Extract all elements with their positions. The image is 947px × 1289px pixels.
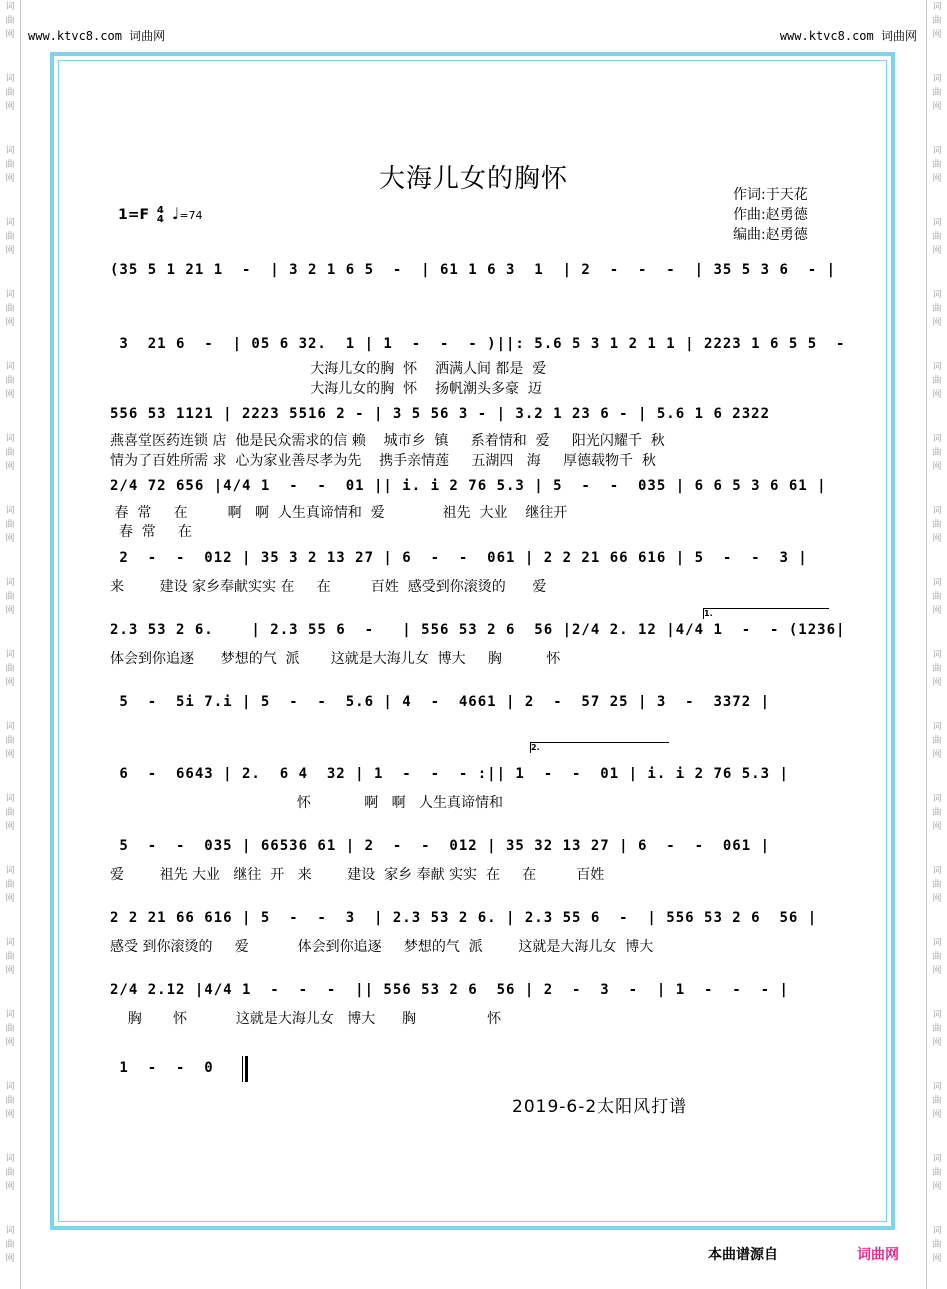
header-right-site: 词曲网 — [880, 29, 917, 43]
watermark-char: 词 — [5, 578, 15, 588]
lyric-row-3a: 燕喜堂医药连锁 店 他是民众需求的信 赖 城市乡 镇 系着情和 爱 阳光闪耀千 秋 — [110, 433, 665, 449]
watermark-char: 词 — [5, 650, 15, 660]
key-signature — [118, 204, 203, 224]
transcription-date: 2019-6-2太阳风打谱 — [512, 1097, 688, 1117]
watermark-char: 网 — [932, 966, 942, 976]
quarter-note-icon: ♩ — [171, 204, 180, 223]
watermark-char: 网 — [932, 822, 942, 832]
source-label: 本曲谱源自 — [708, 1247, 778, 1263]
watermark-char: 词 — [5, 434, 15, 444]
watermark-char: 网 — [5, 966, 15, 976]
time-signature — [157, 206, 164, 224]
watermark-char: 词 — [5, 362, 15, 372]
watermark-char: 曲 — [5, 232, 15, 242]
watermark-char: 词 — [5, 1082, 15, 1092]
watermark-char: 曲 — [5, 664, 15, 674]
watermark-char: 词 — [932, 2, 942, 12]
watermark-char: 曲 — [932, 448, 942, 458]
watermark-char: 网 — [932, 1254, 942, 1264]
watermark-char: 网 — [5, 1254, 15, 1264]
watermark-char: 网 — [5, 1038, 15, 1048]
header-right — [780, 27, 917, 44]
volta-bracket-2: 2. — [530, 742, 669, 753]
watermark-char: 曲 — [932, 16, 942, 26]
watermark-char: 网 — [5, 174, 15, 184]
watermark-char: 曲 — [5, 520, 15, 530]
watermark-char: 网 — [5, 390, 15, 400]
watermark-char: 词 — [932, 938, 942, 948]
time-top: 4 — [156, 205, 164, 216]
watermark-char: 曲 — [5, 376, 15, 386]
watermark-char: 曲 — [5, 160, 15, 170]
watermark-char: 网 — [5, 102, 15, 112]
watermark-char: 词 — [5, 506, 15, 516]
watermark-char: 网 — [5, 30, 15, 40]
watermark-char: 网 — [932, 894, 942, 904]
score-row-12: 1 - - 0 — [110, 1060, 214, 1076]
watermark-char: 网 — [5, 894, 15, 904]
watermark-char: 词 — [932, 74, 942, 84]
watermark-char: 词 — [5, 74, 15, 84]
watermark-char: 词 — [932, 1226, 942, 1236]
watermark-char: 词 — [932, 1154, 942, 1164]
watermark-char: 网 — [932, 390, 942, 400]
header-right-url[interactable]: www.ktvc8.com — [779, 29, 874, 43]
watermark-char: 网 — [5, 606, 15, 616]
watermark-char: 词 — [932, 1082, 942, 1092]
watermark-char: 词 — [5, 290, 15, 300]
watermark-char: 网 — [932, 246, 942, 256]
watermark-char: 曲 — [5, 880, 15, 890]
score-row-8: 6 - 6643 | 2. 6 4 32 | 1 - - - :|| 1 - - 01 | i. i 2 76 5.3 | — [110, 766, 789, 782]
watermark-char: 词 — [5, 938, 15, 948]
score-row-6: 2.3 53 2 6. | 2.3 55 6 - | 556 53 2 6 56 |2/4 2. 12 |4/4 1 - - (1236| — [110, 622, 846, 638]
watermark-char: 网 — [5, 1182, 15, 1192]
score-row-7: 5 - 5i 7.i | 5 - - 5.6 | 4 - 4661 | 2 - 57 25 | 3 - 3372 | — [110, 694, 771, 710]
watermark-char: 网 — [5, 534, 15, 544]
watermark-char: 网 — [932, 174, 942, 184]
watermark-char: 词 — [932, 506, 942, 516]
watermark-char: 曲 — [932, 304, 942, 314]
watermark-char: 曲 — [5, 736, 15, 746]
header-left-site: 词曲网 — [129, 29, 166, 43]
watermark-char: 词 — [5, 1154, 15, 1164]
watermark-char: 曲 — [932, 1024, 942, 1034]
watermark-char: 词 — [5, 1226, 15, 1236]
watermark-char: 曲 — [5, 1024, 15, 1034]
watermark-char: 词 — [932, 362, 942, 372]
score-row-3: 556 53 1121 | 2223 5516 2 - | 3 5 56 3 - | 3.2 1 23 6 - | 5.6 1 6 2322 — [110, 406, 771, 422]
watermark-char: 词 — [5, 1010, 15, 1020]
watermark-char: 词 — [932, 794, 942, 804]
watermark-char: 网 — [932, 534, 942, 544]
watermark-char: 词 — [932, 146, 942, 156]
lyric-row-4a: 春 常 在 啊 啊 人生真谛情和 爱 祖先 大业 继往开 — [110, 505, 568, 521]
watermark-char: 曲 — [932, 1240, 942, 1250]
watermark-char: 曲 — [932, 160, 942, 170]
watermark-char: 词 — [932, 578, 942, 588]
watermark-char: 曲 — [5, 448, 15, 458]
score-row-4: 2/4 72 656 |4/4 1 - - 01 || i. i 2 76 5.3 | 5 - - 035 | 6 6 5 3 6 61 | — [110, 478, 827, 494]
watermark-char: 网 — [932, 1110, 942, 1120]
watermark-char: 词 — [5, 722, 15, 732]
score-row-10: 2 2 21 66 616 | 5 - - 3 | 2.3 53 2 6. | 2.3 55 6 - | 556 53 2 6 56 | — [110, 910, 818, 926]
watermark-char: 网 — [5, 750, 15, 760]
watermark-char: 曲 — [932, 376, 942, 386]
final-barline — [242, 1056, 248, 1082]
watermark-char: 曲 — [5, 1096, 15, 1106]
lyric-row-2a: 大海儿女的胸 怀 洒满人间 都是 爱 — [110, 361, 547, 377]
watermark-char: 曲 — [932, 232, 942, 242]
watermark-char: 词 — [5, 2, 15, 12]
lyric-row-9: 爱 祖先 大业 继往 开 来 建设 家乡 奉献 实实 在 在 百姓 — [110, 867, 605, 883]
lyric-row-8: 怀 啊 啊 人生真谛情和 — [110, 795, 504, 811]
watermark-char: 网 — [932, 462, 942, 472]
arranger-credit: 编曲:赵勇德 — [733, 227, 808, 243]
score-row-11: 2/4 2.12 |4/4 1 - - - || 556 53 2 6 56 | 2 - 3 - | 1 - - - | — [110, 982, 789, 998]
watermark-char: 词 — [5, 866, 15, 876]
watermark-char: 网 — [932, 102, 942, 112]
header-left-url[interactable]: www.ktvc8.com — [28, 29, 122, 43]
watermark-char: 曲 — [932, 664, 942, 674]
watermark-char: 曲 — [932, 1168, 942, 1178]
watermark-char: 网 — [5, 462, 15, 472]
watermark-char: 网 — [5, 678, 15, 688]
score-row-5: 2 - - 012 | 35 3 2 13 27 | 6 - - 061 | 2 2 21 66 616 | 5 - - 3 | — [110, 550, 808, 566]
watermark-char: 曲 — [932, 808, 942, 818]
key-text: 1=F — [118, 207, 150, 223]
watermark-char: 网 — [932, 678, 942, 688]
watermark-char: 曲 — [5, 592, 15, 602]
watermark-char: 网 — [5, 822, 15, 832]
score-row-2: 3 21 6 - | 05 6 32. 1 | 1 - - - )||: 5.6 5 3 1 2 1 1 | 2223 1 6 5 5 - — [110, 336, 855, 352]
watermark-char: 词 — [932, 434, 942, 444]
watermark-char: 曲 — [932, 520, 942, 530]
watermark-char: 曲 — [5, 88, 15, 98]
watermark-char: 曲 — [5, 952, 15, 962]
watermark-char: 词 — [5, 794, 15, 804]
watermark-char: 网 — [932, 1182, 942, 1192]
score-row-1: (35 5 1 21 1 - | 3 2 1 6 5 - | 61 1 6 3 1 | 2 - - - | 35 5 3 6 - | — [110, 262, 837, 278]
watermark-char: 曲 — [932, 1096, 942, 1106]
watermark-char: 网 — [5, 246, 15, 256]
watermark-char: 曲 — [5, 304, 15, 314]
composer-credit: 作曲:赵勇德 — [733, 207, 808, 223]
header-left — [28, 27, 165, 44]
volta-bracket-1: 1. — [703, 608, 829, 619]
lyricist-credit: 作词:于天花 — [733, 187, 808, 203]
watermark-char: 词 — [932, 722, 942, 732]
lyric-row-6: 体会到你追逐 梦想的气 派 这就是大海儿女 博大 胸 怀 — [110, 651, 561, 667]
song-title: 大海儿女的胸怀 — [378, 164, 568, 194]
lyric-row-2b: 大海儿女的胸 怀 扬帆潮头多豪 迈 — [110, 381, 542, 397]
watermark-char: 网 — [5, 318, 15, 328]
watermark-char: 网 — [932, 318, 942, 328]
watermark-char: 词 — [932, 1010, 942, 1020]
lyric-row-11: 胸 怀 这就是大海儿女 博大 胸 怀 — [110, 1011, 502, 1027]
watermark-char: 词 — [932, 290, 942, 300]
lyric-row-10: 感受 到你滚烫的 爱 体会到你追逐 梦想的气 派 这就是大海儿女 博大 — [110, 939, 654, 955]
watermark-char: 曲 — [5, 16, 15, 26]
watermark-char: 词 — [5, 218, 15, 228]
lyric-row-3b: 情为了百姓所需 求 心为家业善尽孝为先 携手亲情莲 五湖四 海 厚德载物千 秋 — [110, 453, 656, 469]
time-bottom: 4 — [156, 214, 164, 225]
watermark-char: 曲 — [932, 880, 942, 890]
watermark-char: 网 — [932, 750, 942, 760]
source-site-link[interactable]: 词曲网 — [857, 1247, 899, 1263]
watermark-char: 词 — [932, 650, 942, 660]
lyric-row-4b: 春 常 在 — [110, 524, 193, 540]
watermark-char: 曲 — [932, 592, 942, 602]
watermark-char: 曲 — [5, 1168, 15, 1178]
score-row-9: 5 - - 035 | 66536 61 | 2 - - 012 | 35 32 13 27 | 6 - - 061 | — [110, 838, 771, 854]
watermark-char: 曲 — [932, 736, 942, 746]
watermark-char: 词 — [5, 146, 15, 156]
watermark-char: 曲 — [5, 808, 15, 818]
watermark-char: 网 — [932, 30, 942, 40]
watermark-char: 网 — [932, 606, 942, 616]
watermark-char: 曲 — [932, 88, 942, 98]
watermark-char: 词 — [932, 218, 942, 228]
watermark-char: 网 — [5, 1110, 15, 1120]
watermark-char: 曲 — [932, 952, 942, 962]
tempo-value: =74 — [179, 209, 203, 222]
lyric-row-5: 来 建设 家乡奉献实实 在 在 百姓 感受到你滚烫的 爱 — [110, 579, 547, 595]
watermark-char: 曲 — [5, 1240, 15, 1250]
watermark-char: 词 — [932, 866, 942, 876]
watermark-char: 网 — [932, 1038, 942, 1048]
